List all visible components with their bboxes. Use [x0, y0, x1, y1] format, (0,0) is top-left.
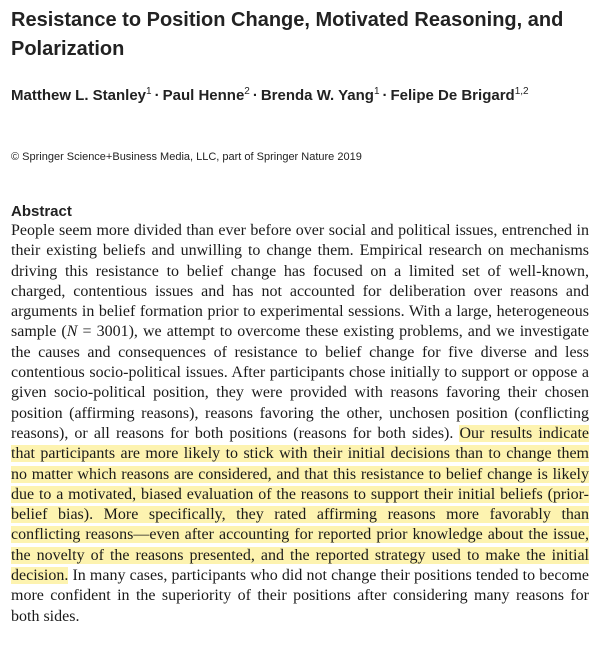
abstract-paragraph: [11, 221, 589, 627]
highlighted-text: Our results indicate that participants are more likely to stick with their initial decisions than to change them no matter which reasons are considered, and that this resistance to belief change is likely due to a motivated, biased evaluation of the reasons to support their initial beliefs (prior-belief bias). More specifically, they rated affirming reasons more favorably than conflicting reasons—even after accounting for reported prior knowledge about the issue, the novelty of the reasons presented, and the reported strategy used to make the initial decision.: [11, 424, 590, 585]
author-separator: ·: [252, 87, 258, 104]
author-affiliation: 2: [244, 86, 250, 97]
author-name: Felipe De Brigard: [390, 87, 515, 104]
abstract-body: [11, 221, 589, 627]
copyright-notice: © Springer Science+Business Media, LLC, part of Springer Nature 2019: [11, 151, 362, 163]
paper-title: Resistance to Position Change, Motivated Reasoning, and Polarization: [11, 9, 564, 60]
abstract-text: People seem more divided than ever before over social and political issues, entrenched in their existing beliefs and unwilling to change them. Empirical research on mechanisms driving this resistance to belief change has focused on a limited set of well-known, charged, contentious issues and has not accounted for deliberation over reasons and arguments in belief formation prior to experimental sessions. With a large, heterogeneous sample (: [11, 222, 589, 341]
author-separator: ·: [382, 87, 388, 104]
abstract-text: = 3001), we attempt to overcome these existing problems, and we investigate the causes and consequences of resistance to belief change for five diverse and less contentious socio-political issues. After participants chose initially to support or oppose a given socio-political position, they were provided with reasons favoring their chosen position (affirming reasons), reasons favoring the other, unchosen position (conflicting reasons), or all reasons for both positions (reasons for both sides).: [11, 323, 590, 442]
author-name: Paul Henne: [162, 87, 245, 104]
author-affiliation: 1: [373, 86, 380, 97]
abstract-heading: Abstract: [11, 203, 72, 220]
author-affiliation: 1: [146, 86, 152, 97]
author-affiliation: 1,2: [514, 86, 529, 97]
author-separator: ·: [154, 87, 160, 104]
abstract-text: In many cases, participants who did not change their positions tended to become more confident in the superiority of their positions after considering many reasons for both sides.: [11, 567, 589, 625]
author-name: Matthew L. Stanley: [11, 87, 147, 104]
author-list: [11, 86, 596, 104]
author-name: Brenda W. Yang: [260, 87, 374, 104]
sample-size-variable: N: [66, 323, 78, 341]
